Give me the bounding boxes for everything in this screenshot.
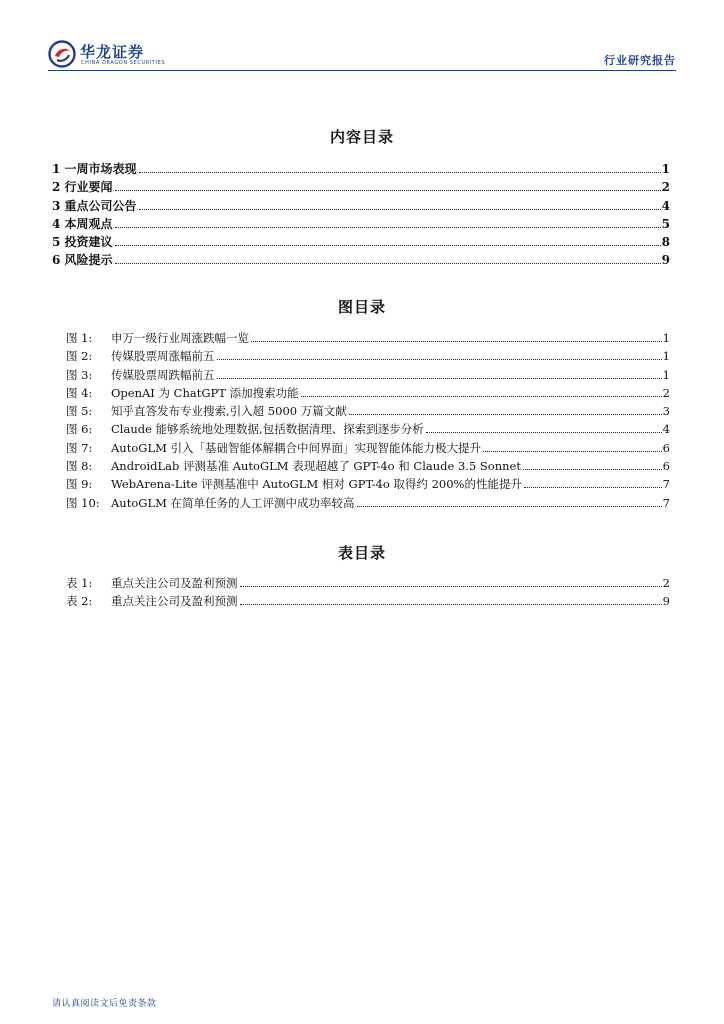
figure-item-num: 图 2: — [66, 349, 93, 364]
contents-item-num: 2 — [52, 180, 61, 195]
leader-dots — [139, 209, 661, 210]
contents-item-label: 本周观点 — [64, 216, 113, 231]
figure-item-page: 1 — [662, 331, 670, 345]
figure-item-label: 传媒股票周跌幅前五 — [111, 367, 215, 382]
contents-item-page: 8 — [661, 235, 670, 250]
leader-dots — [240, 586, 662, 587]
leader-dots — [251, 341, 662, 342]
figure-item-num: 图 10: — [66, 495, 100, 510]
figure-item-label: 申万一级行业周涨跌幅一览 — [111, 331, 249, 345]
figure-item[interactable] — [52, 440, 670, 458]
figure-item[interactable] — [52, 421, 670, 439]
table-item-page: 9 — [662, 594, 670, 609]
figure-item[interactable] — [52, 385, 670, 403]
disclaimer-note: 请认真阅读文后免责条款 — [52, 999, 157, 1009]
contents-item-label: 投资建议 — [64, 235, 113, 250]
figure-item[interactable] — [52, 348, 670, 366]
figure-item[interactable] — [52, 458, 670, 476]
contents-item-num: 4 — [52, 216, 61, 231]
contents-item-num: 5 — [52, 235, 61, 250]
figure-item-num: 图 9: — [66, 477, 93, 492]
figure-item-label: AutoGLM 引入「基础智能体解耦合中间界面」实现智能体能力极大提升 — [111, 440, 482, 455]
brand-name: 华龙证券 — [80, 43, 145, 61]
tables-list — [52, 575, 670, 612]
contents-item-label: 重点公司公告 — [64, 198, 137, 213]
report-type: 行业研究报告 — [604, 54, 676, 67]
table-item[interactable] — [52, 593, 670, 611]
leader-dots — [217, 378, 662, 379]
table-item-label: 重点关注公司及盈利预测 — [111, 594, 238, 609]
contents-item-page: 4 — [661, 198, 670, 213]
contents-list — [52, 160, 670, 270]
figures-title: 图目录 — [337, 298, 386, 316]
leader-dots — [524, 487, 662, 488]
leader-dots — [115, 245, 661, 246]
figure-item-label: 知乎直答发布专业搜索,引入超 5000 万篇文献 — [111, 404, 347, 419]
figure-item-page: 2 — [662, 385, 670, 400]
leader-dots — [426, 432, 662, 433]
leader-dots — [483, 451, 662, 452]
figure-item[interactable] — [52, 476, 670, 494]
figure-item-page: 3 — [662, 404, 670, 419]
contents-item-label: 一周市场表现 — [64, 162, 137, 176]
contents-item[interactable] — [52, 178, 670, 196]
leader-dots — [115, 190, 661, 191]
figure-item-label: Claude 能够系统地处理数据,包括数据清理、探索到逐步分析 — [111, 422, 424, 437]
table-item-label: 重点关注公司及盈利预测 — [111, 576, 238, 590]
leader-dots — [217, 359, 662, 360]
table-item-page: 2 — [662, 576, 670, 590]
leader-dots — [139, 172, 661, 173]
contents-item[interactable] — [52, 197, 670, 215]
table-item-num: 表 1: — [66, 576, 93, 590]
figure-item[interactable] — [52, 403, 670, 421]
contents-item-page: 2 — [661, 180, 670, 195]
figure-item-label: AndroidLab 评测基准 AutoGLM 表现超越了 GPT-4o 和 Claude 3.5 Sonnet — [111, 459, 521, 474]
figure-item-label: WebArena-Lite 评测基准中 AutoGLM 相对 GPT-4o 取得约 200%的性能提升 — [111, 477, 522, 492]
figure-item[interactable] — [52, 367, 670, 385]
figure-item-label: OpenAI 为 ChatGPT 添加搜索功能 — [111, 385, 299, 400]
table-item-num: 表 2: — [66, 594, 93, 609]
page-header — [48, 38, 676, 72]
figure-item-page: 6 — [662, 459, 670, 474]
figure-item-page: 7 — [662, 495, 670, 510]
contents-item-label: 行业要闻 — [64, 180, 113, 195]
figures-list — [52, 330, 670, 513]
contents-item-num: 3 — [52, 198, 61, 213]
figure-item-label: 传媒股票周涨幅前五 — [111, 349, 215, 364]
leader-dots — [523, 469, 662, 470]
figure-item-num: 图 8: — [66, 459, 93, 474]
leader-dots — [301, 396, 662, 397]
leader-dots — [240, 604, 662, 605]
contents-item-page: 1 — [661, 162, 670, 176]
contents-item[interactable] — [52, 215, 670, 233]
figure-item-num: 图 3: — [66, 367, 93, 382]
contents-item[interactable] — [52, 251, 670, 269]
contents-title: 内容目录 — [329, 128, 394, 146]
figure-item[interactable] — [52, 330, 670, 348]
figure-item-num: 图 7: — [66, 440, 93, 455]
tables-title: 表目录 — [337, 544, 386, 562]
contents-item-page: 5 — [661, 216, 670, 231]
figure-item-page: 6 — [662, 440, 670, 455]
figure-item-num: 图 6: — [66, 422, 93, 437]
contents-item-page: 9 — [661, 253, 670, 268]
figure-item-num: 图 5: — [66, 404, 93, 419]
leader-dots — [115, 227, 661, 228]
contents-item[interactable] — [52, 160, 670, 178]
leader-dots — [349, 414, 662, 415]
contents-item[interactable] — [52, 233, 670, 251]
contents-item-label: 风险提示 — [64, 253, 113, 268]
contents-item-num: 6 — [52, 253, 61, 268]
table-item[interactable] — [52, 575, 670, 593]
contents-item-num: 1 — [52, 162, 61, 176]
figure-item[interactable] — [52, 495, 670, 513]
figure-item-num: 图 4: — [66, 385, 93, 400]
header-divider — [48, 70, 676, 71]
figure-item-page: 4 — [662, 422, 670, 437]
figure-item-num: 图 1: — [66, 331, 93, 345]
figure-item-page: 7 — [662, 477, 670, 492]
dragon-logo-icon — [48, 40, 76, 68]
figure-item-page: 1 — [662, 367, 670, 382]
leader-dots — [115, 263, 661, 264]
brand-name-en: CHINA DRAGON SECURITIES — [81, 60, 166, 66]
figure-item-page: 1 — [662, 349, 670, 364]
figure-item-label: AutoGLM 在简单任务的人工评测中成功率较高 — [111, 495, 355, 510]
leader-dots — [357, 506, 662, 507]
